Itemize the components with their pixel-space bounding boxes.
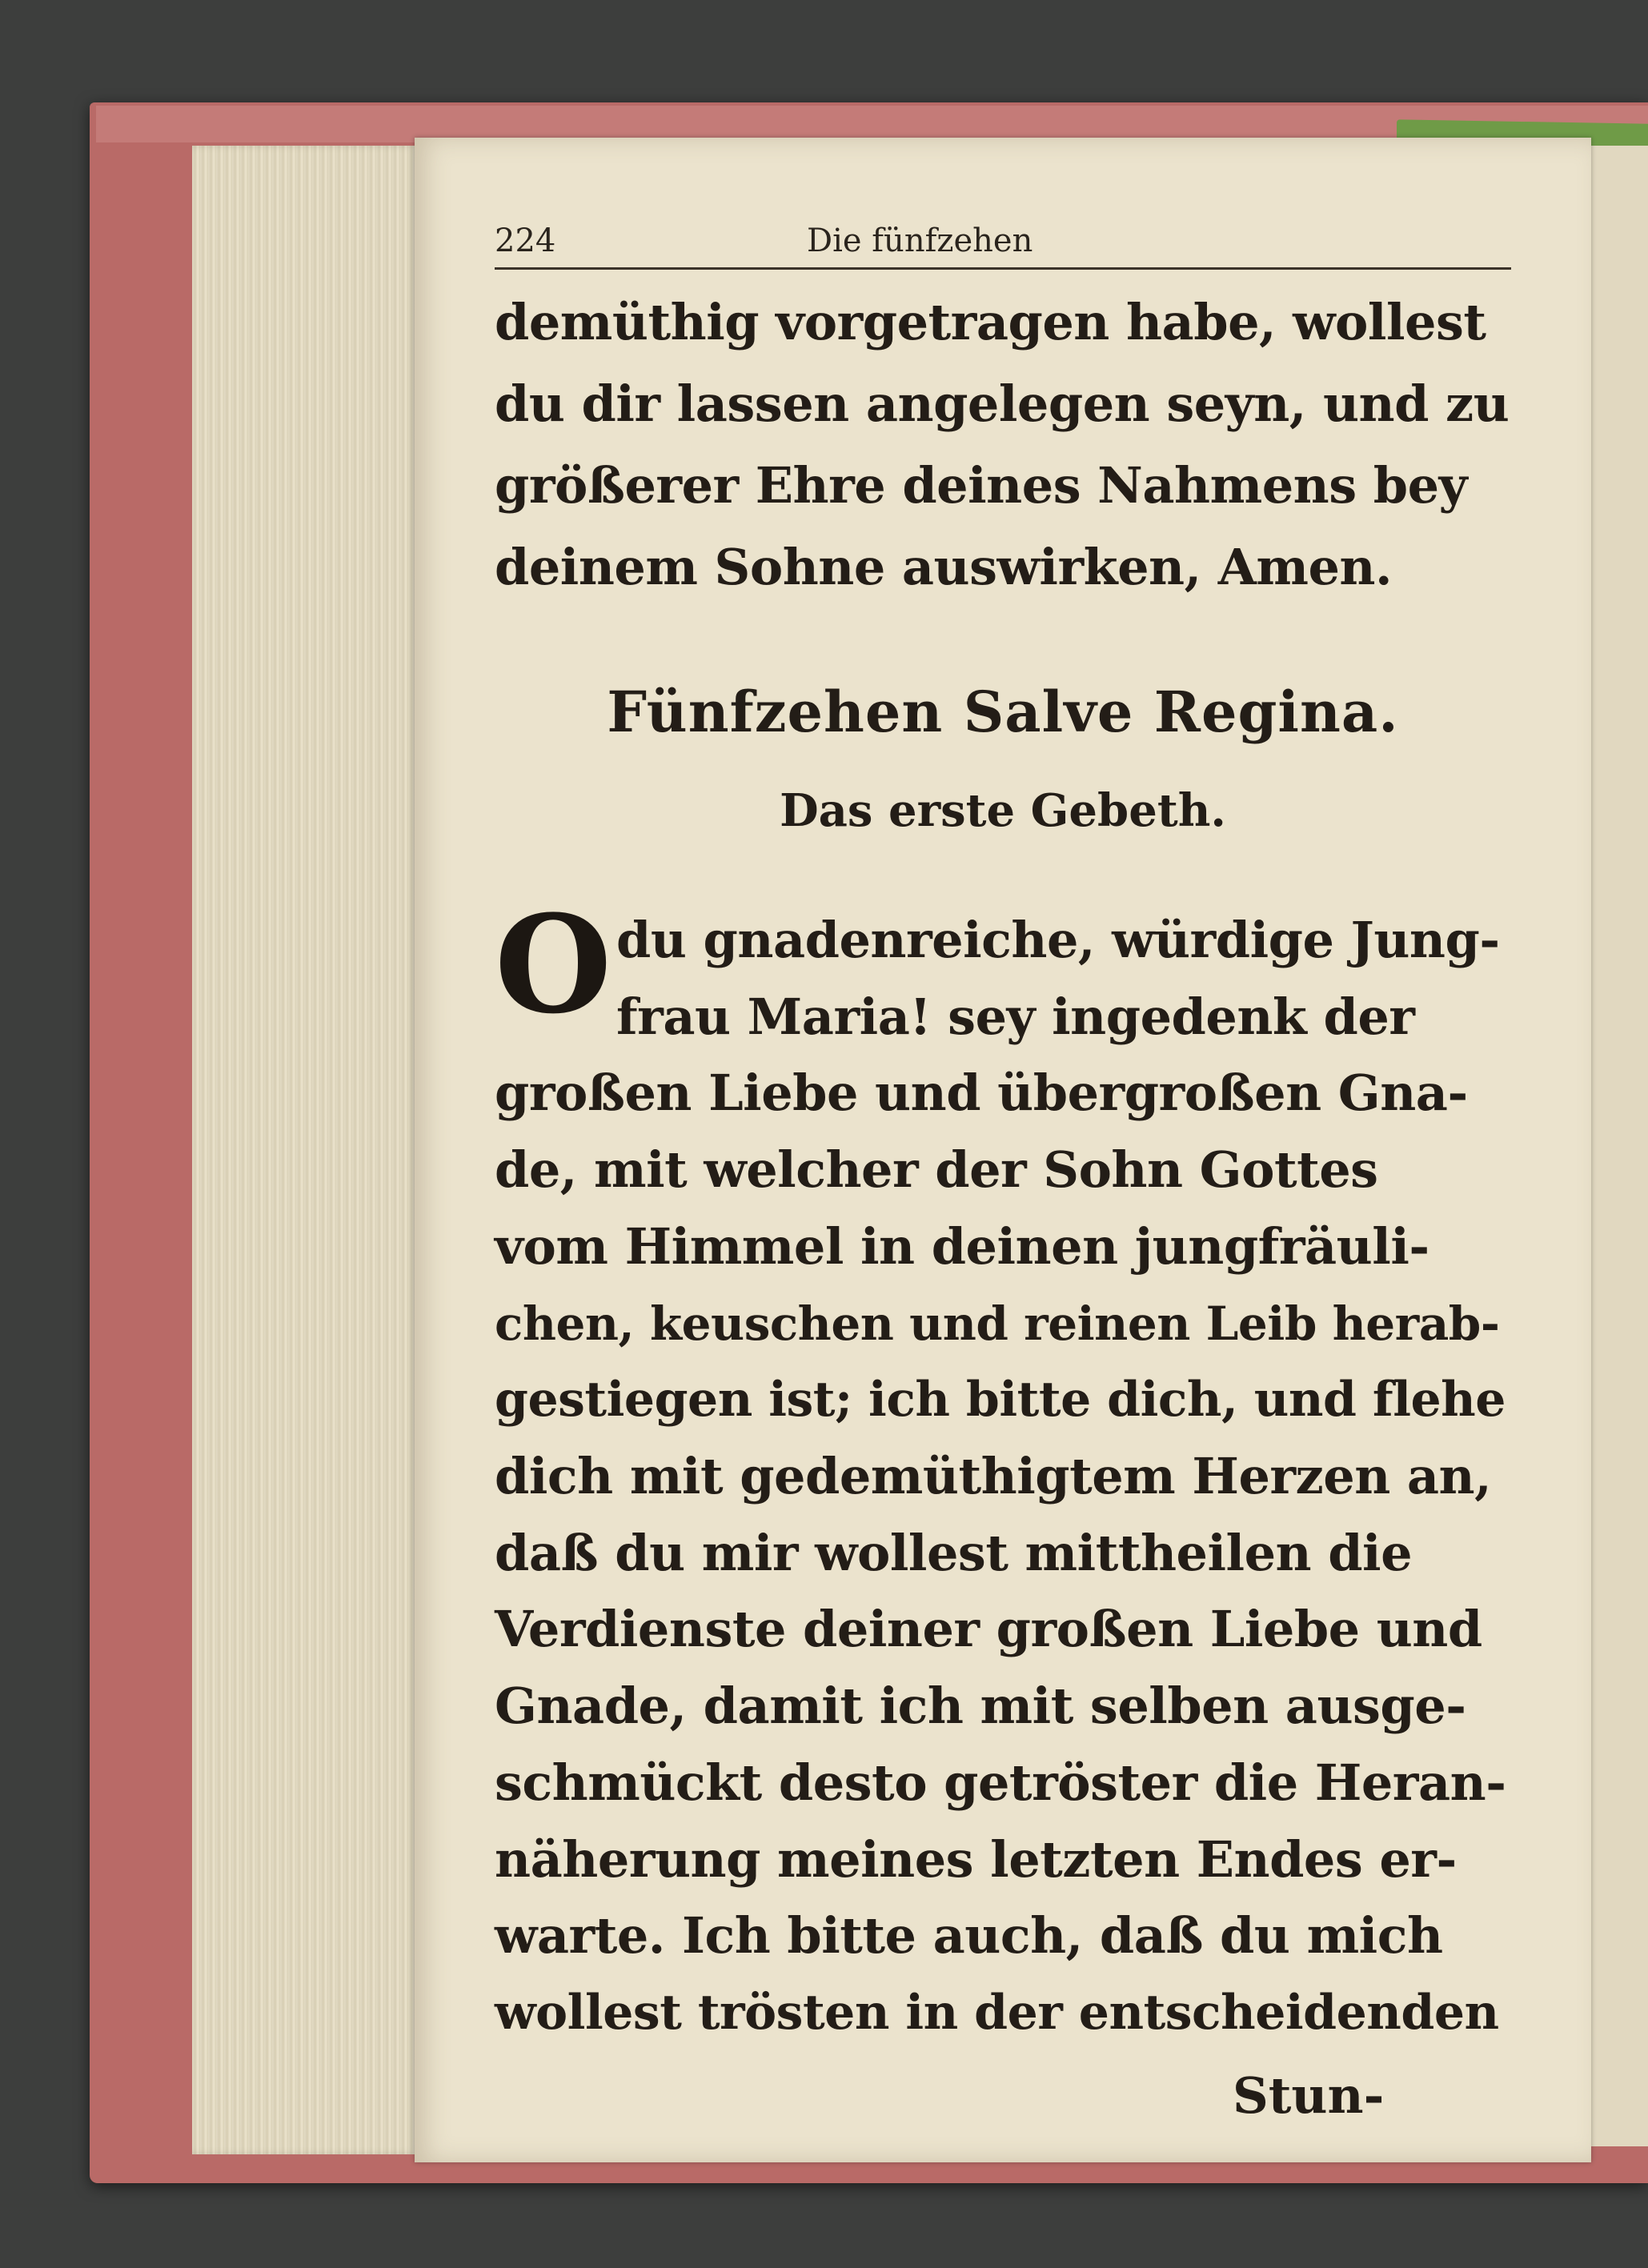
text-line: Gnade, damit ich mit selben ausge- xyxy=(495,1677,1466,1735)
text-line: daß du mir wollest mittheilen die xyxy=(495,1524,1413,1582)
page-number: 224 xyxy=(495,222,556,259)
text-line: schmückt desto getröster die Heran- xyxy=(495,1753,1506,1812)
text-line: warte. Ich bitte auch, daß du mich xyxy=(495,1906,1443,1965)
text-line: größerer Ehre deines Nahmens bey xyxy=(495,456,1468,515)
text-line: dich mit gedemüthigtem Herzen an, xyxy=(495,1447,1492,1505)
text-line: chen, keuschen und reinen Leib herab- xyxy=(495,1296,1500,1351)
text-line: de, mit welcher der Sohn Gottes xyxy=(495,1140,1378,1199)
text-line: vom Himmel in deinen jungfräuli- xyxy=(495,1217,1429,1276)
facing-page-edge xyxy=(1589,146,1648,2146)
text-line: deinem Sohne auswirken, Amen. xyxy=(495,538,1393,596)
section-title: Fünfzehen Salve Regina. xyxy=(607,679,1399,745)
text-line: frau Maria! sey ingedenk der xyxy=(616,988,1415,1046)
header-rule xyxy=(495,267,1511,270)
catchword: Stun- xyxy=(1233,2066,1385,2125)
page-stack-edge xyxy=(192,146,418,2154)
text-line: Verdienste deiner großen Liebe und xyxy=(495,1600,1482,1658)
section-subtitle: Das erste Gebeth. xyxy=(780,784,1226,837)
running-header xyxy=(495,214,1511,262)
running-title: Die fünfzehen xyxy=(807,222,1033,259)
text-line: gestiegen ist; ich bitte dich, und flehe xyxy=(495,1372,1506,1428)
drop-cap: O xyxy=(495,885,612,1044)
text-line: großen Liebe und übergroßen Gna- xyxy=(495,1064,1468,1122)
text-line: demüthig vorgetragen habe, wollest xyxy=(495,293,1486,351)
text-line: du dir lassen angelegen seyn, und zu xyxy=(495,375,1510,433)
text-line: wollest trösten in der entscheidenden xyxy=(495,1985,1499,2041)
text-line: du gnadenreiche, würdige Jung- xyxy=(616,911,1500,969)
text-line: näherung meines letzten Endes er- xyxy=(495,1830,1457,1889)
